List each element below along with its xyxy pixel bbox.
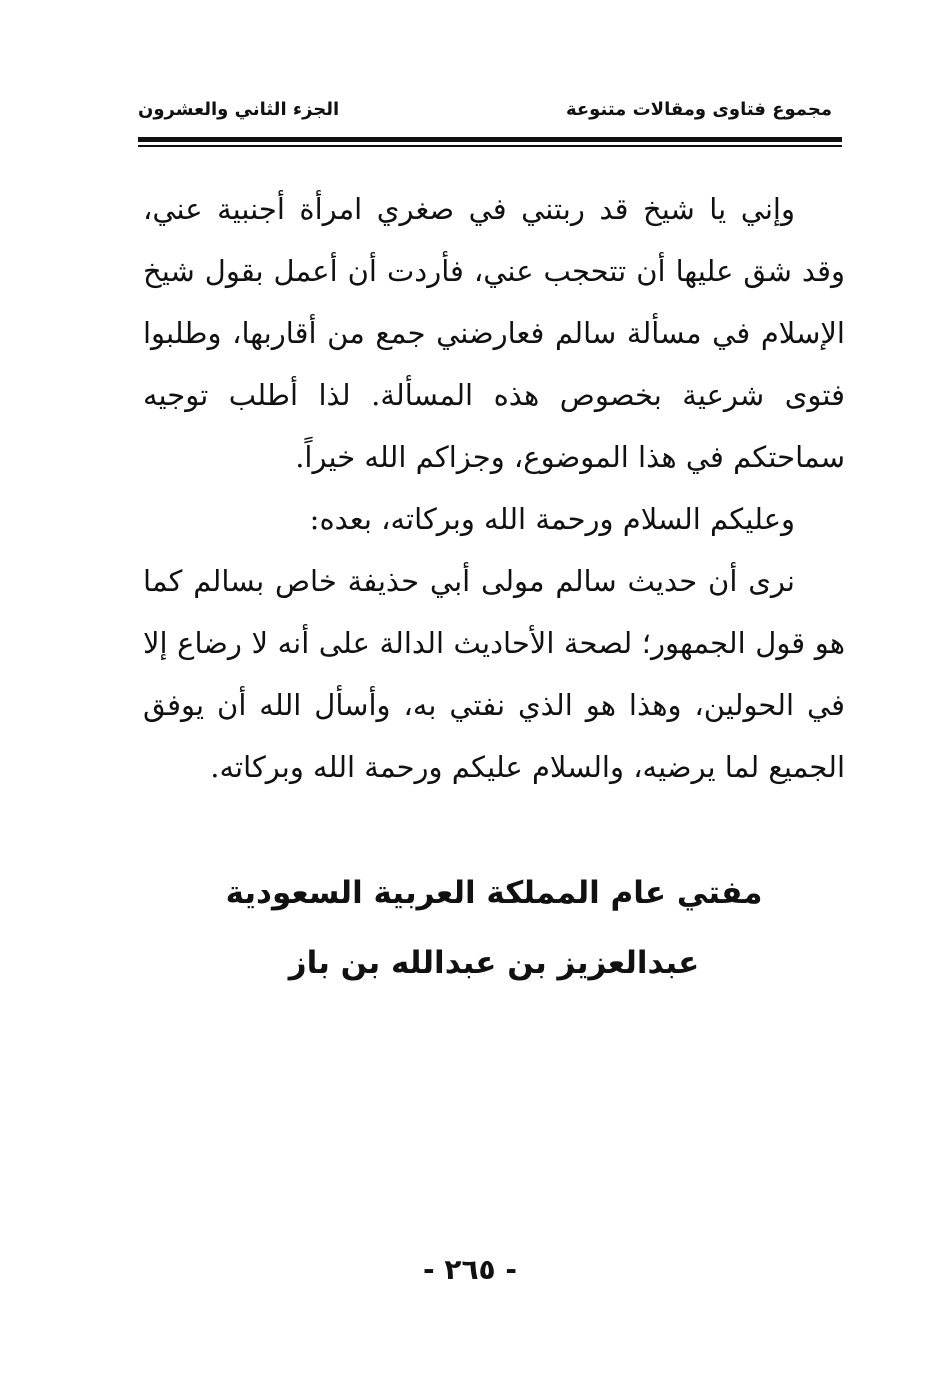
paragraph-answer: نرى أن حديث سالم مولى أبي حذيفة خاص بسالم كما هو قول الجمهور؛ لصحة الأحاديث الدالة على أنه لا رضاع إلا في الحولين، وهذا هو الذي نفتي به، وأسأل الله أن يوفق الجميع لما يرضيه، والسلام عليكم ورحمة الله وبركاته. [143, 564, 845, 784]
signature-name: عبدالعزيز بن عبدالله بن باز [288, 945, 700, 981]
running-header [138, 95, 832, 131]
signature-title: مفتي عام المملكة العربية السعودية [225, 875, 763, 911]
header-volume: الجزء الثاني والعشرون [138, 99, 340, 120]
body-text [143, 178, 845, 798]
header-rule-thin [138, 145, 842, 147]
header-rule-thick [138, 137, 842, 142]
page-number: - ٢٦٥ - [422, 1253, 518, 1286]
paragraph-greeting: وعليكم السلام ورحمة الله وبركاته، بعده: [309, 502, 795, 536]
header-book-title: مجموع فتاوى ومقالات متنوعة [565, 99, 832, 120]
signature-block [143, 858, 845, 998]
paragraph-question: وإني يا شيخ قد ربتني في صغري امرأة أجنبية عني، وقد شق عليها أن تتحجب عني، فأردت أن أعمل بقول شيخ الإسلام في مسألة سالم فعارضني جمع من أقاربها، وطلبوا فتوى شرعية بخصوص هذه المسألة. لذا أطلب توجيه سماحتكم في هذا الموضوع، وجزاكم الله خيراً. [143, 192, 845, 474]
